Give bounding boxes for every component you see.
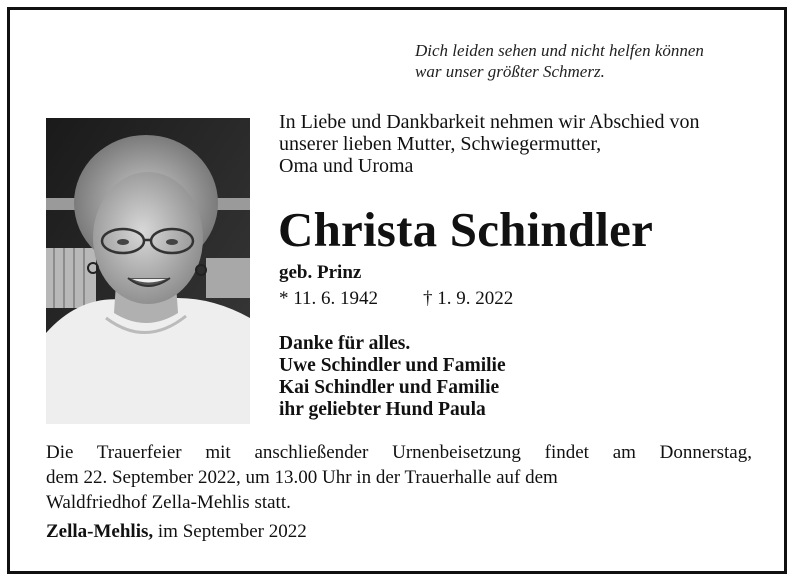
mourner-line-1: Uwe Schindler und Familie	[279, 355, 506, 376]
intro-line-2: unserer lieben Mutter, Schwiegermutter,	[279, 133, 602, 155]
notice-line-1: Die Trauerfeier mit anschließender Urnenbeisetzung findet am Donnerstag,	[46, 442, 752, 463]
notice-line-2: dem 22. September 2022, um 13.00 Uhr in der Trauerhalle auf dem	[46, 467, 558, 488]
birth-name: geb. Prinz	[279, 262, 362, 283]
closing-date: im September 2022	[157, 521, 307, 542]
mourner-line-3: ihr geliebter Hund Paula	[279, 399, 486, 420]
mourner-line-2: Kai Schindler und Familie	[279, 377, 500, 398]
memorial-quote	[415, 40, 775, 82]
notice-line-3: Waldfriedhof Zella-Mehlis statt.	[46, 492, 291, 513]
closing-place: Zella-Mehlis,	[46, 521, 154, 542]
quote-line-2: war unser größter Schmerz.	[415, 62, 605, 81]
life-dates	[279, 288, 514, 310]
intro-line-1: In Liebe und Dankbarkeit nehmen wir Abschied von	[279, 111, 700, 133]
funeral-notice	[46, 440, 752, 515]
deceased-name: Christa Schindler	[278, 202, 654, 257]
place-and-date	[46, 520, 307, 544]
mourners-block	[279, 333, 506, 421]
death-date: † 1. 9. 2022	[423, 288, 514, 309]
portrait-photo	[46, 118, 250, 424]
portrait-image	[46, 118, 250, 424]
farewell-intro	[279, 111, 759, 177]
quote-line-1: Dich leiden sehen und nicht helfen können	[415, 41, 704, 60]
intro-line-3: Oma und Uroma	[279, 155, 414, 177]
thanks-line: Danke für alles.	[279, 333, 411, 354]
birth-date: * 11. 6. 1942	[279, 288, 379, 309]
